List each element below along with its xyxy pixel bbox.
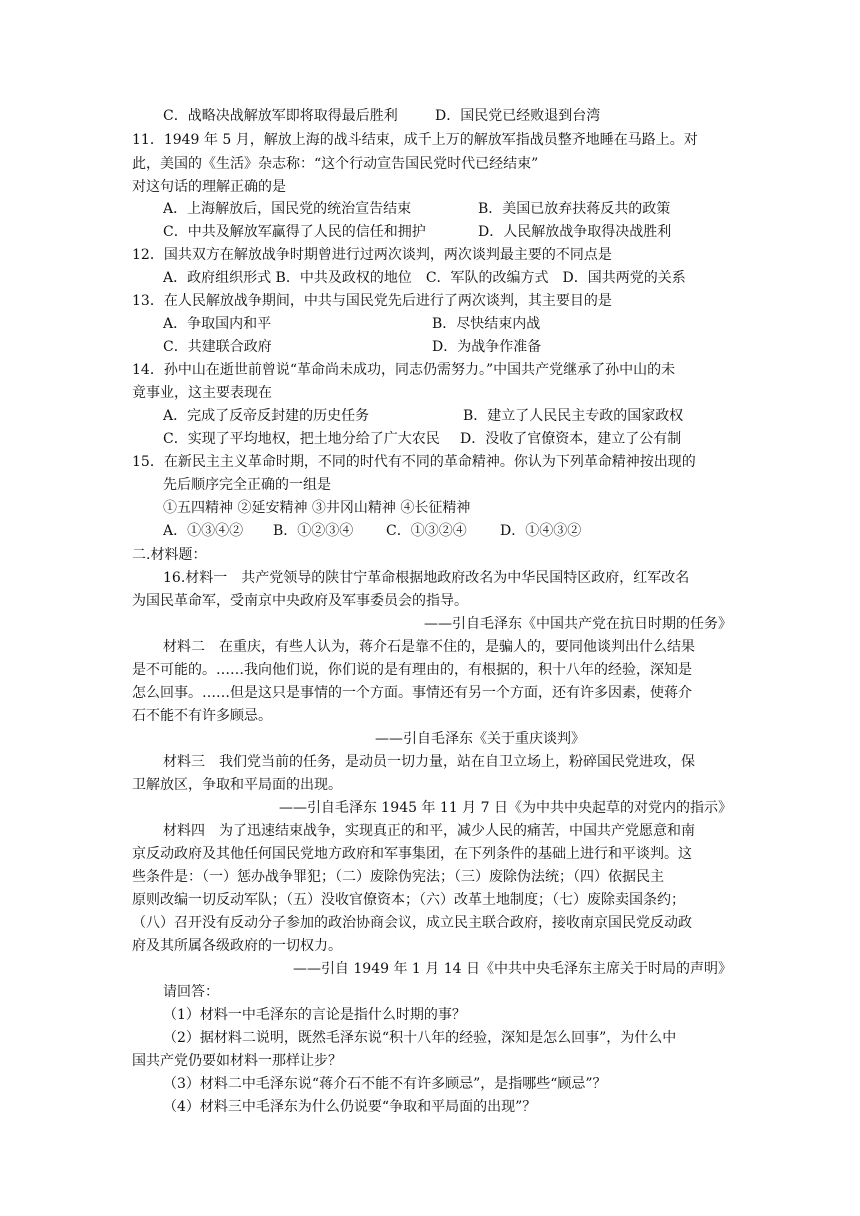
question-15-stem-line-2: 先后顺序完全正确的一组是 <box>163 477 331 493</box>
section-heading: 二.材料题： <box>132 547 207 563</box>
material-3-line-2: 卫解放区，争取和平局面的出现。 <box>132 777 342 793</box>
question-12-options: A．政府组织形式 B．中共及政权的地位 C．军队的改编方式 D．国共两党的关系 <box>163 270 686 286</box>
material-4-line-2: 京反动政府及其他任何国民党地方政府和军事集团，在下列条件的基础上进行和平谈判。这 <box>132 846 692 862</box>
question-15-items: ①五四精神 ②延安精神 ③井冈山精神 ④长征精神 <box>163 500 471 516</box>
question-15-option-b: B．①②③④ <box>273 523 354 539</box>
material-4-line-3: 些条件是：（一）惩办战争罪犯；（二）废除伪宪法；（三）废除伪法统；（四）依据民主 <box>132 869 664 885</box>
question-11-stem-line-2: 此，美国的《生活》杂志称：“这个行动宣告国民党时代已经结束” <box>132 156 539 172</box>
material-4-line-6: 府及其所属各级政府的一切权力。 <box>132 938 342 954</box>
option-d: D．国民党已经败退到台湾 <box>435 108 601 124</box>
question-11-stem-line-1: 11．1949 年 5 月，解放上海的战斗结束，成千上万的解放军指战员整齐地睡在马路上。对 <box>132 132 698 148</box>
material-1-line-1: 16.材料一 共产党领导的陕甘宁革命根据地政府改名为中华民国特区政府，红军改名 <box>163 570 690 586</box>
question-15-option-c: C．①③②④ <box>386 523 467 539</box>
question-14-option-a: A．完成了反帝反封建的历史任务 <box>163 408 370 424</box>
material-1-line-2: 为国民革命军，受南京中央政府及军事委员会的指导。 <box>132 593 468 609</box>
question-14-option-b: B．建立了人民民主专政的国家政权 <box>463 408 684 424</box>
question-11-option-b: B．美国已放弃扶蒋反共的政策 <box>478 201 671 217</box>
material-3-line-1: 材料三 我们党当前的任务，是动员一切力量，站在自卫立场上，粉碎国民党进攻，保 <box>163 754 695 770</box>
question-13-option-c: C．共建联合政府 <box>163 339 272 355</box>
question-12-stem: 12．国共双方在解放战争时期曾进行过两次谈判，两次谈判最主要的不同点是 <box>132 247 612 263</box>
question-14-stem-line-2: 竟事业，这主要表现在 <box>132 385 272 401</box>
material-2-line-2: 是不可能的。……我向他们说，你们说的是有理由的，有根据的，积十八年的经验，深知是 <box>132 662 692 678</box>
sub-question-2-line-1: （2）据材料二说明，既然毛泽东说“积十八年的经验，深知是怎么回事”，为什么中 <box>163 1030 677 1046</box>
question-14-option-c: C．实现了平均地权，把土地分给了广大农民 <box>163 431 440 447</box>
question-11-option-a: A．上海解放后，国民党的统治宣告结束 <box>163 201 412 217</box>
sub-question-2-line-2: 国共产党仍要如材料一那样让步？ <box>132 1053 342 1069</box>
question-15-option-a: A．①③④② <box>163 523 244 539</box>
material-2-source: ——引自毛泽东《关于重庆谈判》 <box>375 731 585 747</box>
material-2-line-3: 怎么回事。……但是这只是事情的一个方面。事情还有另一个方面，还有许多因素，使蒋介 <box>132 685 692 701</box>
question-14-option-d: D．没收了官僚资本，建立了公有制 <box>460 431 682 447</box>
sub-question-4: （4）材料三中毛泽东为什么仍说要“争取和平局面的出现”？ <box>163 1099 537 1115</box>
material-4-line-4: 原则改编一切反动军队；（五）没收官僚资本；（六）改革土地制度；（七）废除卖国条约； <box>132 892 685 908</box>
material-3-source: ——引自毛泽东 1945 年 11 月 7 日《为中共中央起草的对党内的指示》 <box>278 800 732 816</box>
sub-question-3: （3）材料二中毛泽东说“蒋介石不能不有许多顾忌”，是指哪些“顾忌”？ <box>163 1076 607 1092</box>
question-13-stem: 13．在人民解放战争期间，中共与国民党先后进行了两次谈判，其主要目的是 <box>132 293 612 309</box>
answer-prompt: 请回答： <box>163 984 219 1000</box>
question-14-stem-line-1: 14．孙中山在逝世前曾说“革命尚未成功，同志仍需努力。”中国共产党继承了孙中山的未 <box>132 362 676 378</box>
question-13-option-d: D．为战争作准备 <box>432 339 542 355</box>
question-11-option-d: D．人民解放战争取得决战胜利 <box>478 224 672 240</box>
material-4-source: ——引自 1949 年 1 月 14 日《中共中央毛泽东主席关于时局的声明》 <box>292 961 732 977</box>
material-4-line-1: 材料四 为了迅速结束战争，实现真正的和平，减少人民的痛苦，中国共产党愿意和南 <box>163 823 695 839</box>
sub-question-1: （1）材料一中毛泽东的言论是指什么时期的事？ <box>163 1007 466 1023</box>
question-13-option-a: A．争取国内和平 <box>163 316 272 332</box>
material-2-line-1: 材料二 在重庆，有些人认为，蒋介石是靠不住的，是骗人的，要同他谈判出什么结果 <box>163 639 695 655</box>
material-1-source: ——引自毛泽东《中国共产党在抗日时期的任务》 <box>424 616 732 632</box>
material-2-line-4: 石不能不有许多顾忌。 <box>132 708 272 724</box>
material-4-line-5: （八）召开没有反动分子参加的政治协商会议，成立民主联合政府，接收南京国民党反动政 <box>132 915 692 931</box>
question-15-option-d: D．①④③② <box>500 523 582 539</box>
option-c: C．战略决战解放军即将取得最后胜利 <box>163 108 398 124</box>
question-13-option-b: B．尽快结束内战 <box>432 316 541 332</box>
question-15-stem-line-1: 15．在新民主主义革命时期，不同的时代有不同的革命精神。你认为下列革命精神按出现的 <box>132 454 696 470</box>
question-11-stem-line-3: 对这句话的理解正确的是 <box>132 179 286 195</box>
question-11-option-c: C．中共及解放军赢得了人民的信任和拥护 <box>163 224 426 240</box>
